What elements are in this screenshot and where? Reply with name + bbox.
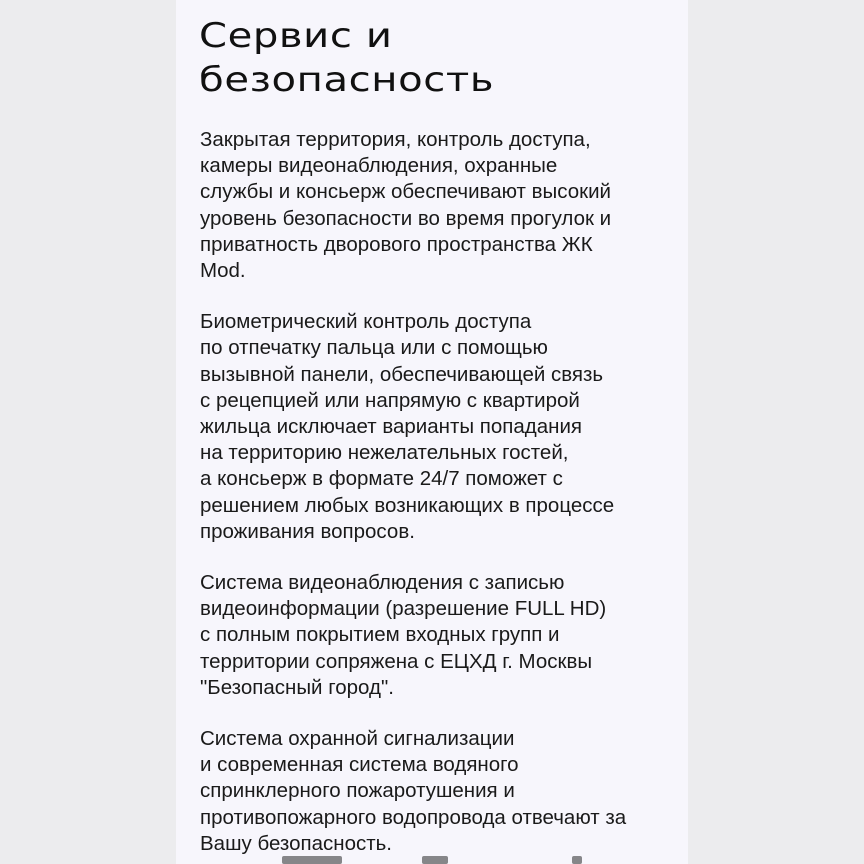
next-line-cutoff <box>200 856 670 864</box>
text-line: жильца исключает варианты попадания <box>200 415 583 439</box>
text-line: приватность дворового пространства ЖК <box>200 232 593 256</box>
text-line: территории сопряжена с ЕЦХД г. Москвы <box>200 649 593 673</box>
text-line: Система видеонаблюдения с записью <box>200 571 565 595</box>
text-line: Биометрический контроль доступа <box>200 310 532 334</box>
page-title-line: Сервис и <box>199 16 393 56</box>
text-line: Вашу безопасность. <box>200 831 392 855</box>
text-line: Система охранной сигнализации <box>200 727 515 751</box>
text-line: уровень безопасности во время прогулок и <box>200 206 612 230</box>
cutoff-glyph <box>282 856 342 864</box>
text-line: спринклерного пожаротушения и <box>200 779 515 803</box>
paragraph-biometric <box>200 309 670 545</box>
cutoff-glyph <box>572 856 582 864</box>
paragraph-video-surveillance <box>200 570 670 701</box>
text-line: с полным покрытием входных групп и <box>200 623 560 647</box>
text-line: с рецепцией или напрямую с квартирой <box>200 388 580 412</box>
paragraph-fire-safety <box>200 726 670 857</box>
text-line: по отпечатку пальца или с помощью <box>200 336 548 360</box>
text-line: видеоинформации (разрешение FULL HD) <box>200 597 607 621</box>
text-line: и современная система водяного <box>200 753 519 777</box>
text-line: камеры видеонаблюдения, охранные <box>200 154 558 178</box>
article-body <box>200 127 670 864</box>
text-line: противопожарного водопровода отвечают за <box>200 805 627 829</box>
text-line: Закрытая территория, контроль доступа, <box>200 128 591 151</box>
page-title <box>199 14 754 102</box>
text-line: проживания вопросов. <box>200 519 415 543</box>
text-line: Mod. <box>200 259 246 283</box>
text-line: "Безопасный город". <box>200 675 394 699</box>
text-line: службы и консьерж обеспечивают высокий <box>200 180 611 204</box>
text-line: а консьерж в формате 24/7 поможет с <box>200 467 563 491</box>
text-line: на территорию нежелательных гостей, <box>200 441 569 465</box>
text-line: вызывной панели, обеспечивающей связь <box>200 362 604 386</box>
paragraph-access-control <box>200 127 670 284</box>
page-title-line: безопасность <box>199 60 495 100</box>
text-line: решением любых возникающих в процессе <box>200 493 615 517</box>
cutoff-glyph <box>422 856 448 864</box>
